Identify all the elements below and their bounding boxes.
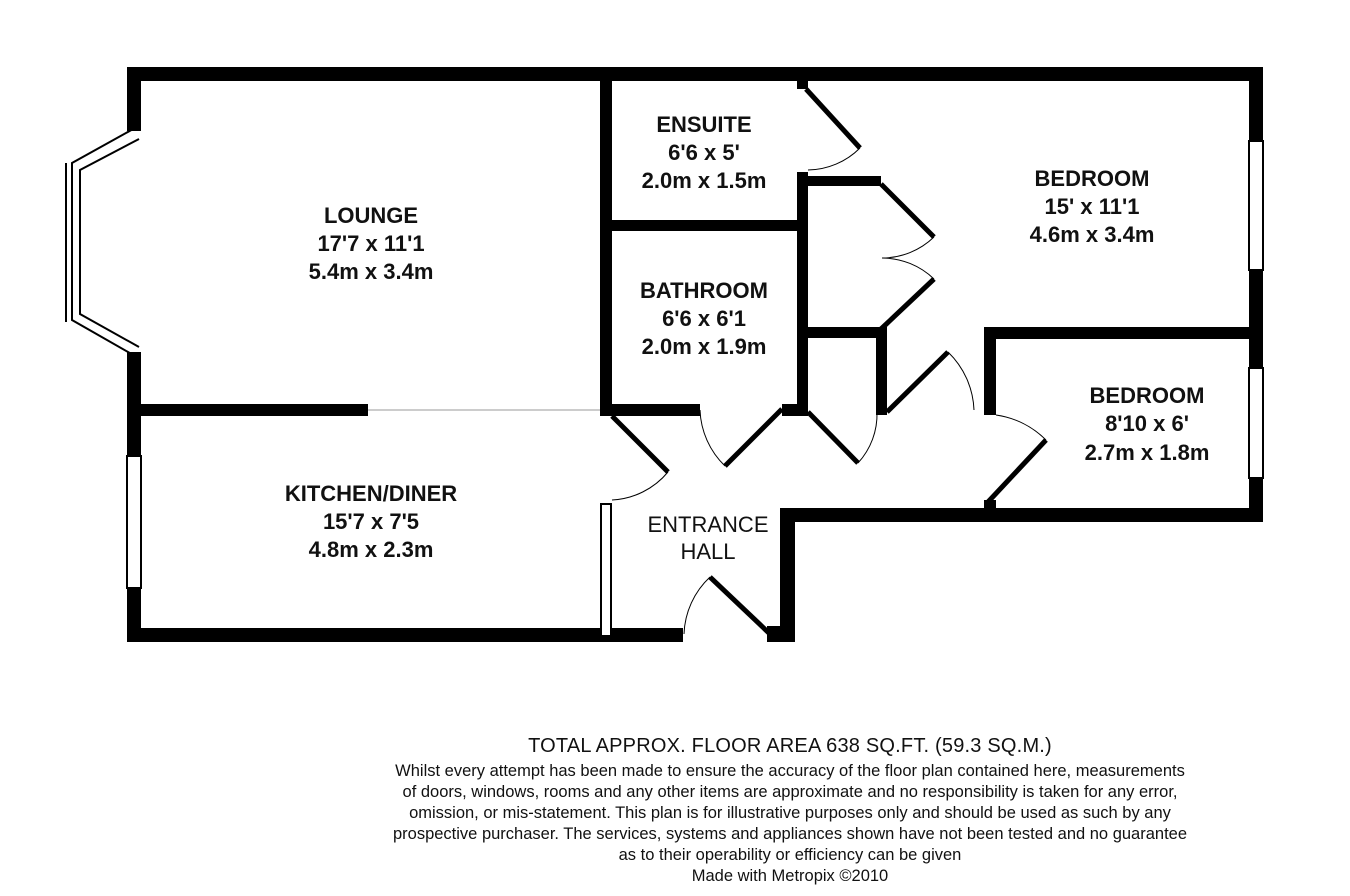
- ensuite-metric: 2.0m x 1.5m: [641, 168, 767, 193]
- hall-window: [601, 504, 611, 636]
- total-floor-area: TOTAL APPROX. FLOOR AREA 638 SQ.FT. (59.3 SQ.M.): [528, 735, 1052, 757]
- bedroom2-imperial: 8'10 x 6': [1105, 411, 1189, 436]
- plan-notes: [330, 733, 1250, 887]
- kitchen-metric: 4.8m x 2.3m: [308, 537, 434, 562]
- disclaimer-line: Whilst every attempt has been made to ensure the accuracy of the floor plan contained here, measurements: [395, 762, 1185, 780]
- disclaimer-line: prospective purchaser. The services, systems and appliances shown have not been tested and no guarantee: [392, 825, 1188, 843]
- bedroom-metric: 4.6m x 3.4m: [1029, 222, 1155, 247]
- kitchen-name: KITCHEN/DINER: [284, 481, 458, 506]
- bedroom2-window: [1249, 368, 1263, 478]
- lounge-name: LOUNGE: [323, 203, 419, 228]
- bathroom-metric: 2.0m x 1.9m: [641, 334, 767, 359]
- disclaimer-line: omission, or mis-statement. This plan is for illustrative purposes only and should be used as such by any: [409, 804, 1171, 822]
- hall-line1: ENTRANCE: [647, 512, 769, 537]
- bedroom-window: [1249, 141, 1263, 270]
- bay-window: [66, 128, 139, 356]
- bedroom2-name: BEDROOM: [1089, 383, 1205, 408]
- made-with-credit: Made with Metropix ©2010: [691, 867, 889, 885]
- bedroom-imperial: 15' x 11'1: [1044, 194, 1140, 219]
- ensuite-imperial: 6'6 x 5': [668, 140, 740, 165]
- lounge-metric: 5.4m x 3.4m: [308, 259, 434, 284]
- bedroom-name: BEDROOM: [1034, 166, 1150, 191]
- bathroom-name: BATHROOM: [640, 278, 768, 303]
- disclaimer-line: of doors, windows, rooms and any other items are approximate and no responsibility is taken for any error,: [402, 783, 1178, 801]
- kitchen-window: [127, 456, 141, 588]
- hall-line2: HALL: [680, 539, 736, 564]
- bathroom-imperial: 6'6 x 6'1: [662, 306, 746, 331]
- disclaimer-line: as to their operability or efficiency can be given: [618, 846, 962, 864]
- bedroom2-metric: 2.7m x 1.8m: [1084, 440, 1210, 465]
- lounge-imperial: 17'7 x 11'1: [317, 231, 425, 256]
- ensuite-name: ENSUITE: [656, 112, 752, 137]
- disclaimer: [330, 761, 1250, 866]
- kitchen-imperial: 15'7 x 7'5: [322, 509, 420, 534]
